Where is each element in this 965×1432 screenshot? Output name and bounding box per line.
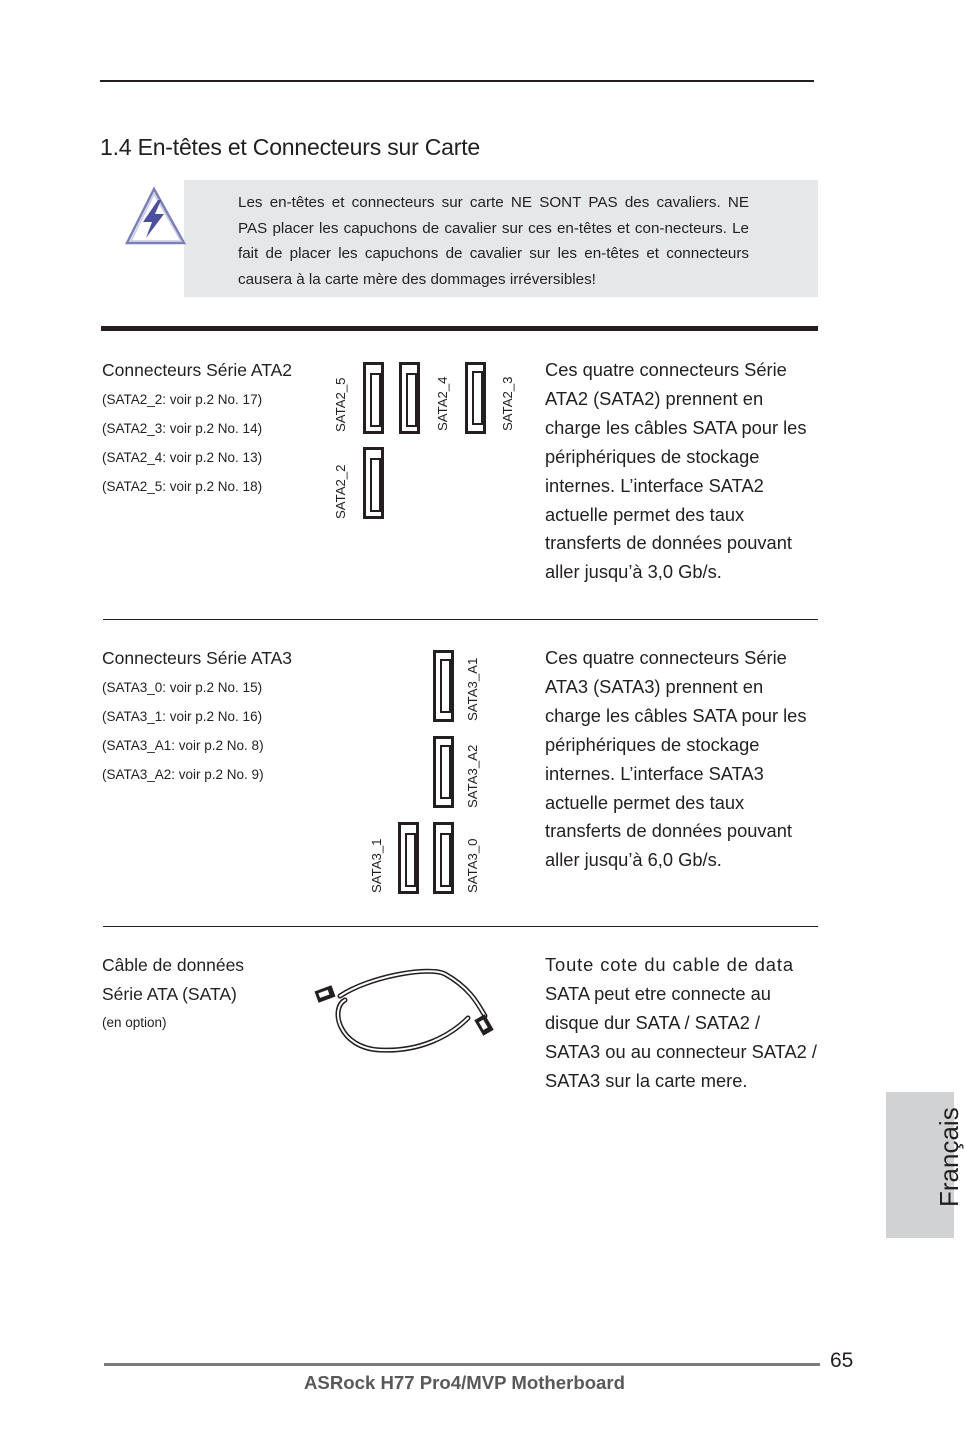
port-label: SATA3_0 <box>465 838 480 893</box>
sata2-ref: (SATA2_4: voir p.2 No. 13) <box>102 450 263 465</box>
sata3-ref: (SATA3_0: voir p.2 No. 15) <box>102 680 263 695</box>
warning-icon <box>124 186 186 246</box>
cable-description-line: SATA peut etre connecte au disque dur SATA / SATA2 / SATA3 ou au connecteur SATA2 / SATA3 sur la carte mere. <box>545 982 817 1091</box>
footer-title: ASRock H77 Pro4/MVP Motherboard <box>304 1372 625 1393</box>
port-label: SATA2_2 <box>333 464 348 519</box>
sata2-ref: (SATA2_2: voir p.2 No. 17) <box>102 392 263 407</box>
sata3-ref: (SATA3_A1: voir p.2 No. 8) <box>102 738 264 753</box>
sata2-label: Connecteurs Série ATA2 <box>102 360 293 380</box>
port-label: SATA2_5 <box>333 377 348 432</box>
sata3-description: Ces quatre connecteurs Série ATA3 (SATA3) prennent en charge les câbles SATA pour les périphériques de stockage internes. L’interface SATA3 actuelle permet des taux transferts de données pouvant aller jusqu’à 6,0 Gb/s. <box>545 647 807 871</box>
sata2-ref: (SATA2_3: voir p.2 No. 14) <box>102 421 263 436</box>
cable-label-line: Câble de données <box>102 955 245 975</box>
footer-rule <box>104 1363 820 1366</box>
section-title: 1.4 En-têtes et Connecteurs sur Carte <box>100 134 480 160</box>
page-number: 65 <box>830 1349 854 1372</box>
sata3-label: Connecteurs Série ATA3 <box>102 648 293 668</box>
top-rule <box>100 80 814 82</box>
divider <box>103 619 818 620</box>
port-label: SATA2_4 <box>435 376 450 431</box>
sata-port <box>433 650 454 722</box>
section-divider <box>101 326 818 331</box>
port-label: SATA3_A2 <box>465 744 480 808</box>
sata2-description: Ces quatre connecteurs Série ATA2 (SATA2) prennent en charge les câbles SATA pour les périphériques de stockage internes. L’interface SATA2 actuelle permet des taux transferts de données pouvant aller jusqu’à 3,0 Gb/s. <box>545 359 807 583</box>
sata-cable-image <box>310 966 500 1058</box>
cable-optional: (en option) <box>102 1015 167 1030</box>
sata3-ref: (SATA3_1: voir p.2 No. 16) <box>102 709 263 724</box>
warning-text: Les en-têtes et connecteurs sur carte NE SONT PAS des cavaliers. NE PAS placer les capuchons de cavalier sur ces en-têtes et con-necteurs. Le fait de placer les capuchons de cavalier sur les en-têtes et connecteurs causera à la carte mère des dommages irréversibles! <box>238 194 749 288</box>
cable-label-line: Série ATA (SATA) <box>102 984 237 1004</box>
sata-port <box>433 822 454 894</box>
sata-port <box>465 362 486 434</box>
sata-port <box>363 362 384 434</box>
sata3-ref: (SATA3_A2: voir p.2 No. 9) <box>102 767 264 782</box>
sata-port <box>433 736 454 808</box>
sata-port <box>398 822 419 894</box>
language-tab-label: Français <box>934 1107 964 1207</box>
cable-label <box>102 951 244 1009</box>
cable-description-line: Toute cote du cable de data <box>545 954 794 975</box>
port-label: SATA2_3 <box>500 376 515 431</box>
port-label: SATA3_A1 <box>465 657 480 721</box>
sata2-ref: (SATA2_5: voir p.2 No. 18) <box>102 479 263 494</box>
cable-description <box>545 951 820 1096</box>
sata-port <box>399 362 420 434</box>
sata-port <box>363 447 384 519</box>
divider <box>103 926 818 927</box>
port-label: SATA3_1 <box>369 838 384 893</box>
